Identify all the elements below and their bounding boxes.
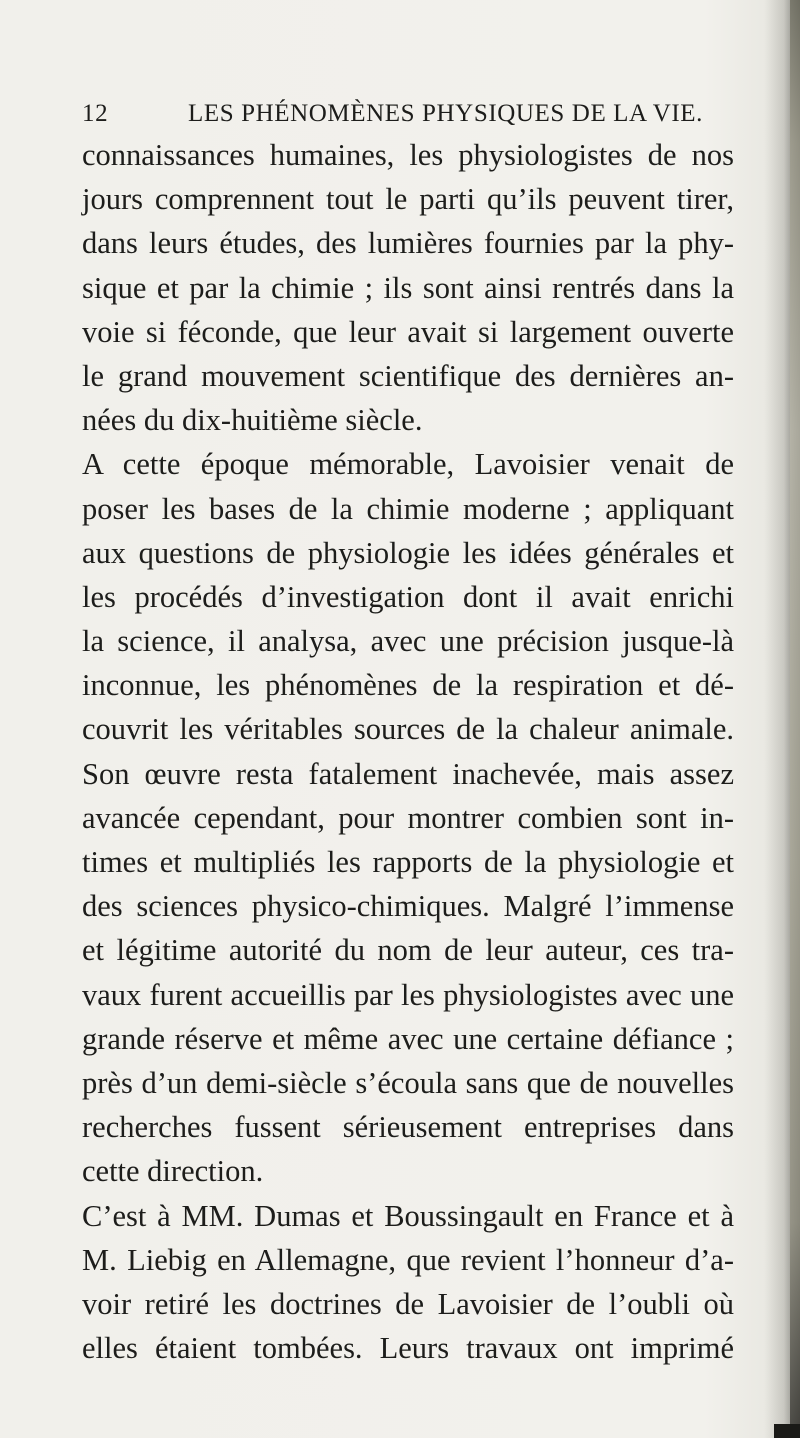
- text-line: dans leurs études, des lumières fournies par la phy-: [82, 226, 734, 261]
- text-line: elles étaient tombées. Leurs travaux ont imprimé: [82, 1331, 734, 1366]
- text-line: nées du dix-huitième siècle.: [82, 403, 423, 438]
- text-line: les procédés d’investigation dont il avait enrichi: [82, 579, 734, 614]
- text-line: inconnue, les phénomènes de la respiration et dé-: [82, 668, 734, 703]
- text-line: jours comprennent tout le parti qu’ils peuvent tirer,: [82, 182, 734, 217]
- running-title: LES PHÉNOMÈNES PHYSIQUES DE LA VIE.: [188, 100, 704, 127]
- text-line: des sciences physico-chimiques. Malgré l’immense: [82, 889, 734, 924]
- text-line: A cette époque mémorable, Lavoisier venait de: [82, 447, 734, 482]
- text-line: poser les bases de la chimie moderne ; appliquant: [82, 491, 734, 526]
- text-line: connaissances humaines, les physiologistes de nos: [82, 138, 734, 172]
- text-line: avancée cependant, pour montrer combien sont in-: [82, 800, 734, 835]
- text-line: Son œuvre resta fatalement inachevée, mais assez: [82, 756, 734, 791]
- text-line: voie si féconde, que leur avait si largement ouverte: [82, 314, 734, 349]
- page-corner-shadow: [774, 1424, 800, 1438]
- text-line: M. Liebig en Allemagne, que revient l’honneur d’a-: [82, 1242, 734, 1277]
- page-binding-edge: [790, 0, 800, 1438]
- text-line: la science, il analysa, avec une précision jusque-là: [82, 624, 734, 659]
- text-line: cette direction.: [82, 1154, 264, 1189]
- text-line: sique et par la chimie ; ils sont ainsi rentrés dans la: [82, 270, 734, 305]
- text-line: le grand mouvement scientifique des dernières an-: [82, 358, 734, 393]
- text-line: voir retiré les doctrines de Lavoisier de l’oubli où: [82, 1286, 734, 1321]
- body-text: [82, 133, 734, 1370]
- text-line: et légitime autorité du nom de leur auteur, ces tra-: [82, 933, 734, 968]
- text-line: aux questions de physiologie les idées générales et: [82, 535, 734, 570]
- text-line: près d’un demi-siècle s’écoula sans que de nouvelles: [82, 1065, 734, 1100]
- text-line: times et multipliés les rapports de la physiologie et: [82, 845, 734, 879]
- text-line: grande réserve et même avec une certaine défiance ;: [82, 1021, 734, 1056]
- text-line: couvrit les véritables sources de la chaleur animale.: [82, 712, 734, 747]
- page-number: 12: [82, 100, 109, 127]
- text-line: C’est à MM. Dumas et Boussingault en France et à: [82, 1198, 734, 1233]
- text-line: vaux furent accueillis par les physiologistes avec une: [82, 977, 734, 1012]
- text-line: recherches fussent sérieusement entreprises dans: [82, 1110, 734, 1145]
